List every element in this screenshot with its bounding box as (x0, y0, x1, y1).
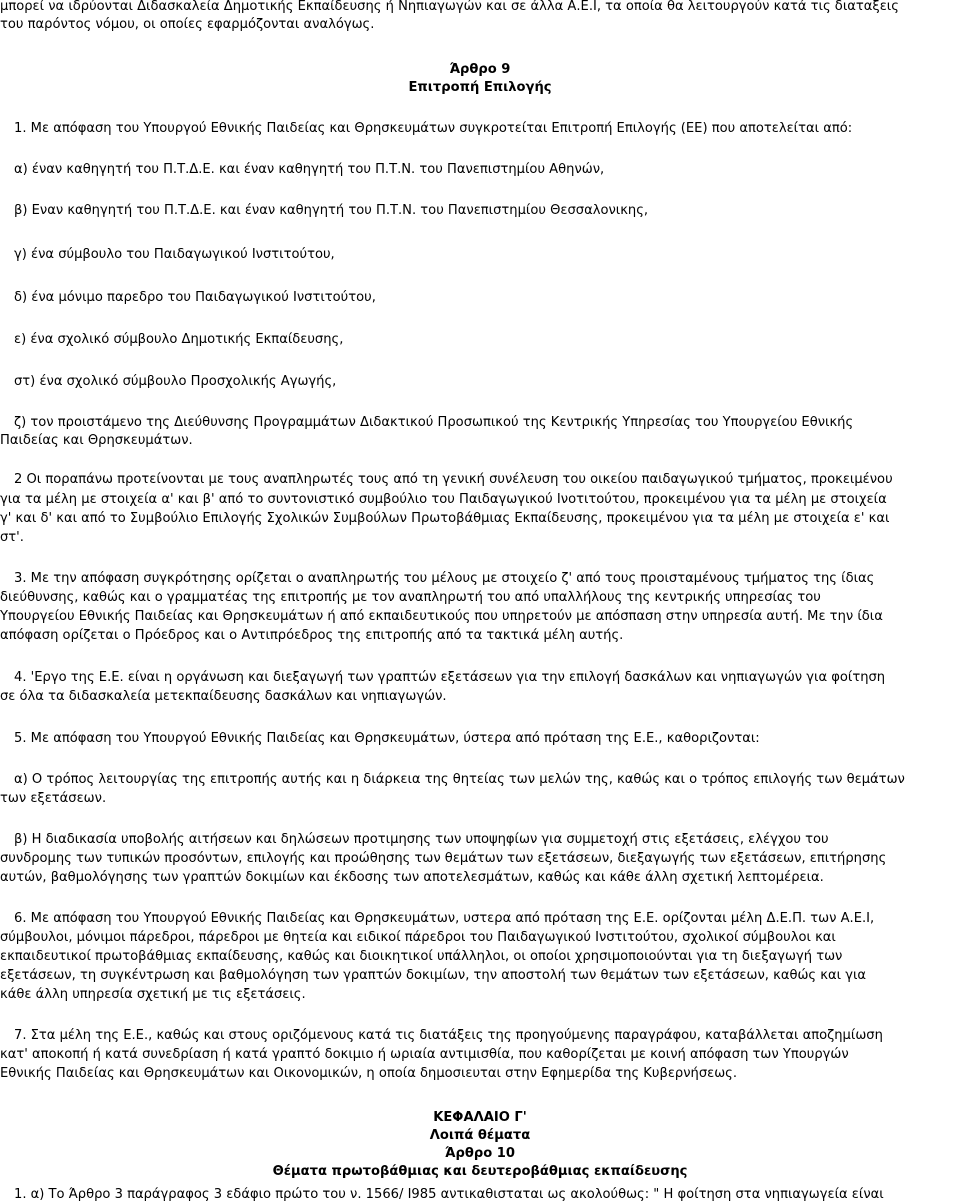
list-item-a: α) έναν καθηγητή του Π.Τ.Δ.Ε. και έναν καθηγητή του Π.Τ.Ν. του Πανεπιστημίου Αθηνών, (14, 162, 605, 177)
paragraph-7-line-3: Εθνικής Παιδείας και Θρησκευμάτων και Οικονομικών, η οποία δημοσιευται στην Εφημερίδα της Κυβερνήσεως. (0, 1066, 738, 1081)
chapter-subtitle: Λοιπά θέματα (429, 1128, 531, 1143)
paragraph-3-line-1: 3. Με την απόφαση συγκρότησης ορίζεται ο αναπληρωτής του μέλους με στοιχείο ζ' από τους προισταμένους τμήματος της ίδιας (14, 571, 875, 586)
paragraph-6-line-5: κάθε άλλη υπηρεσία σχετική με τις εξετάσεις. (0, 987, 306, 1002)
paragraph-6-line-3: εκπαιδευτικοί πρωτοβάθμιας εκπαίδευσης, καθώς και διοικητικοί υπάλληλοι, οι οποίοι χρησιμοποιούνται για τη διεξαγωγή των (0, 949, 843, 964)
paragraph-3-line-4: απόφαση ορίζεται ο Πρόεδρος και ο Αντιπρόεδρος της επιτροπής από τα τακτικά μέλη αυτής. (0, 628, 624, 643)
paragraph-3-line-2: διεύθυνσης, καθώς και ο γραμματέας της επιτροπής με τον αναπληρωτή του από υπαλλήλους της κεντρικής υπηρεσίας του (0, 590, 821, 605)
list-item-z-line-1: ζ) τον προιστάμενο της Διεύθυνσης Προγραμμάτων Διδακτικού Προσωπικού της Κεντρικής Υπηρεσίας του Υπουργείου Εθνικής (14, 415, 854, 430)
list-item-c: γ) ένα σύμβουλο του Παιδαγωγικού Ινστιτούτου, (14, 247, 335, 262)
intro-line-2: του παρόντος νόμου, οι οποίες εφαρμόζονται αναλόγως. (0, 17, 375, 32)
list-item-d: δ) ένα μόνιμο παρεδρο του Παιδαγωγικού Ινστιτούτου, (14, 290, 376, 305)
article-10-title: Θέματα πρωτοβάθμιας και δευτεροβάθμιας εκπαίδευσης (272, 1164, 688, 1179)
paragraph-2-line-3: γ' και δ' και από το Συμβούλιο Επιλογής Σχολικών Συμβούλων Πρωτοβάθμιας Εκπαίδευσης, προκειμένου για τα μέλη με στοιχεία ε' και (0, 511, 890, 526)
chapter-title: ΚΕΦΑΛΑΙΟ Γ' (433, 1110, 527, 1125)
paragraph-5b-line-3: αυτών, βαθμολόγησης των γραπτών δοκιμίων και έκδοσης των αποτελεσμάτων, καθώς και κάθε άλλη σχετική λεπτομέρεια. (0, 870, 824, 885)
paragraph-6-line-1: 6. Με απόφαση του Υπουργού Εθνικής Παιδείας και Θρησκευμάτων, υστερα από πρόταση της Ε.Ε. ορίζονται μέλη Δ.Ε.Π. των Α.Ε.Ι, (14, 911, 875, 926)
list-item-b: β) Εναν καθηγητή του Π.Τ.Δ.Ε. και έναν καθηγητή του Π.Τ.Ν. του Πανεπιστημίου Θεσσαλονικης, (14, 203, 649, 218)
paragraph-2-line-2: για τα μέλη με στοιχεία α' και β' από το συντονιστικό συμβούλιο του Παιδαγωγικού Ινοτιτούτου, προκειμένου για τα μέλη με στοιχεία (0, 492, 887, 507)
article-9-heading: Άρθρο 9 (449, 62, 511, 77)
article-9-paragraph-1: 1. Με απόφαση του Υπουργού Εθνικής Παιδείας και Θρησκευμάτων συγκροτείται Επιτροπή Επιλογής (ΕΕ) που αποτελείται από: (14, 121, 853, 136)
paragraph-6-line-4: εξετάσεων, τη συγκέντρωση και βαθμολόγηση των γραπτών δοκιμίων, την αποστολή των θεμάτων των εξετάσεων, καθώς και για (0, 968, 867, 983)
article-10-paragraph-1: 1. α) Το Άρθρο 3 παράγραφος 3 εδάφιο πρώτο του ν. 1566/ I985 αντικαθισταται ως ακολούθως: " Η φοίτηση στα νηπιαγωγεία είναι (14, 1187, 884, 1202)
article-9-subheading: Επιτροπή Επιλογής (408, 80, 552, 95)
article-10-heading: Άρθρο 10 (445, 1146, 515, 1161)
paragraph-4-line-1: 4. 'Εργο της Ε.Ε. είναι η οργάνωση και διεξαγωγή των γραπτών εξετάσεων για την επιλογή δασκάλων και νηπιαγωγών για φοίτηση (14, 670, 886, 685)
list-item-st: στ) ένα σχολικό σύμβουλο Προσχολικής Αγωγής, (14, 374, 337, 389)
paragraph-5a-line-1: α) Ο τρόπος λειτουργίας της επιτροπής αυτής και η διάρκεια της θητείας των μελών της, καθώς και ο τρόπος επιλογής των θεμάτων (14, 772, 905, 787)
paragraph-6-line-2: σύμβουλοι, μόνιμοι πάρεδροι, πάρεδροι με θητεία και ειδικοί πάρεδροι του Παιδαγωγικού Ινστιτούτου, σχολικοί σύμβουλοι και (0, 930, 836, 945)
list-item-z-line-2: Παιδείας και Θρησκευμάτων. (0, 433, 193, 448)
paragraph-7-line-2: κατ' αποκοπή ή κατά συνεδρίαση ή κατά γραπτό δοκιμιο ή ωριαία αντιμισθία, που καθορίζεται με κοινή απόφαση των Υπουργών (0, 1047, 849, 1062)
list-item-e: ε) ένα σχολικό σύμβουλο Δημοτικής Εκπαίδευσης, (14, 332, 344, 347)
paragraph-5b-line-2: συνδρομης των τυπικών προσόντων, επιλογής και προώθησης των θεμάτων των εξετάσεων, διεξαγωγής των εξετάσεων, επιτήρησης (0, 851, 887, 866)
paragraph-5a-line-2: των εξετάσεων. (0, 791, 107, 806)
paragraph-2-line-1: 2 Οι ποραπάνω προτείνονται με τους αναπληρωτές τους από τη γενική συνέλευση του οικείου παιδαγωγικού τμήματος, προκειμένου (14, 472, 893, 487)
paragraph-7-line-1: 7. Στα μέλη της Ε.Ε., καθώς και στους οριζόμενους κατά τις διατάξεις της προηγούμενης παραγράφου, καταβάλλεται αποζημίωση (14, 1028, 883, 1043)
paragraph-5b-line-1: β) Η διαδικασία υποβολής αιτήσεων και δηλώσεων προτιμησης των υποψηφίων για συμμετοχή στις εξετάσεις, ελέγχου του (14, 832, 829, 847)
paragraph-4-line-2: σε όλα τα διδασκαλεία μετεκπαίδευσης δασκάλων και νηπιαγωγών. (0, 689, 447, 704)
paragraph-5: 5. Με απόφαση του Υπουργού Εθνικής Παιδείας και Θρησκευμάτων, ύστερα από πρόταση της Ε.Ε., καθοριζονται: (14, 731, 760, 746)
intro-line-1: μπορεί να ιδρύονται Διδασκαλεία Δημοτικής Εκπαίδευσης ή Νηπιαγωγών και σε άλλα Α.Ε.Ι, τα οποία θα λειτουργούν κατά τις διαταξεις (0, 0, 899, 14)
paragraph-2-line-4: στ'. (0, 530, 24, 545)
paragraph-3-line-3: Υπουργείου Εθνικής Παιδείας και Θρησκευμάτων ή από εκπαιδευτικούς που υπηρετούν με απόσπαση στην υπηρεσία αυτή. Με την ίδια (0, 609, 883, 624)
